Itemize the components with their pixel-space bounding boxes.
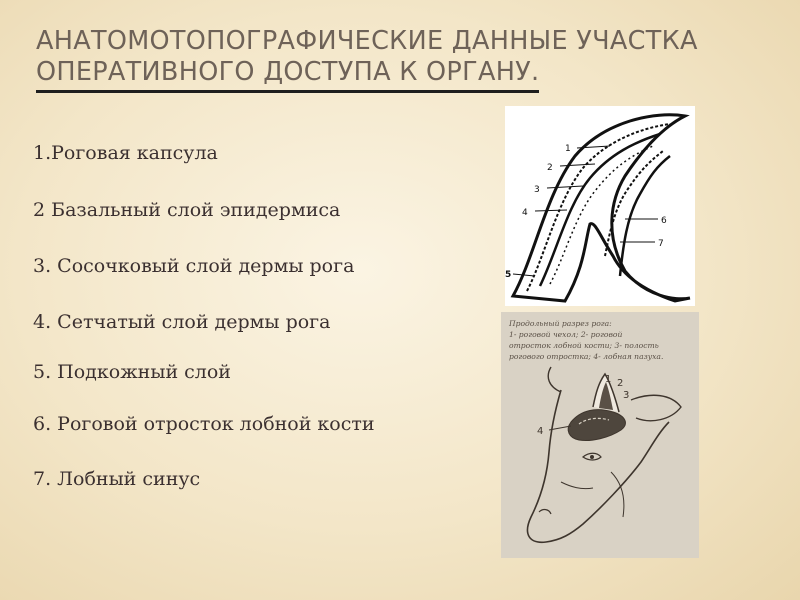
fig2-label: 2: [617, 378, 624, 389]
caption-line: 1- роговой чехол; 2- роговой: [509, 330, 623, 339]
cow-head-figure: [501, 312, 699, 558]
fig2-label: 3: [623, 390, 630, 401]
list-item: 4. Сетчатый слой дермы рога: [33, 311, 331, 333]
caption-line: Продольный разрез рога:: [509, 319, 612, 328]
fig1-label: 6: [661, 216, 667, 226]
fig1-label: 5: [505, 270, 512, 280]
title-line-1: АНАТОМОТОПОГРАФИЧЕСКИЕ ДАННЫЕ УЧАСТКА: [36, 26, 698, 56]
caption-line: отросток лобной кости; 3- полость: [509, 341, 659, 350]
horn-section-drawing: [505, 106, 695, 306]
list-item: 6. Роговой отросток лобной кости: [33, 413, 375, 435]
title-line-2: ОПЕРАТИВНОГО ДОСТУПА К ОРГАНУ.: [36, 57, 539, 93]
fig1-label: 2: [547, 163, 553, 173]
cow-head-drawing: [501, 312, 699, 558]
fig1-label: 3: [534, 185, 540, 195]
fig1-label: 4: [522, 208, 528, 218]
fig1-label: 7: [658, 239, 664, 249]
fig1-label: 1: [565, 144, 571, 154]
list-item: 7. Лобный синус: [33, 468, 201, 490]
fig2-label: 4: [537, 426, 544, 437]
fig2-label: 1: [605, 374, 612, 385]
list-item: 5. Подкожный слой: [33, 361, 231, 383]
list-item: 2 Базальный слой эпидермиса: [33, 199, 341, 221]
caption-line: рогового отростка; 4- лобная пазуха.: [509, 352, 664, 361]
list-item: 1.Роговая капсула: [33, 142, 218, 164]
list-item: 3. Сосочковый слой дермы рога: [33, 255, 355, 277]
slide-title: [36, 26, 776, 93]
horn-section-figure: [505, 106, 695, 306]
